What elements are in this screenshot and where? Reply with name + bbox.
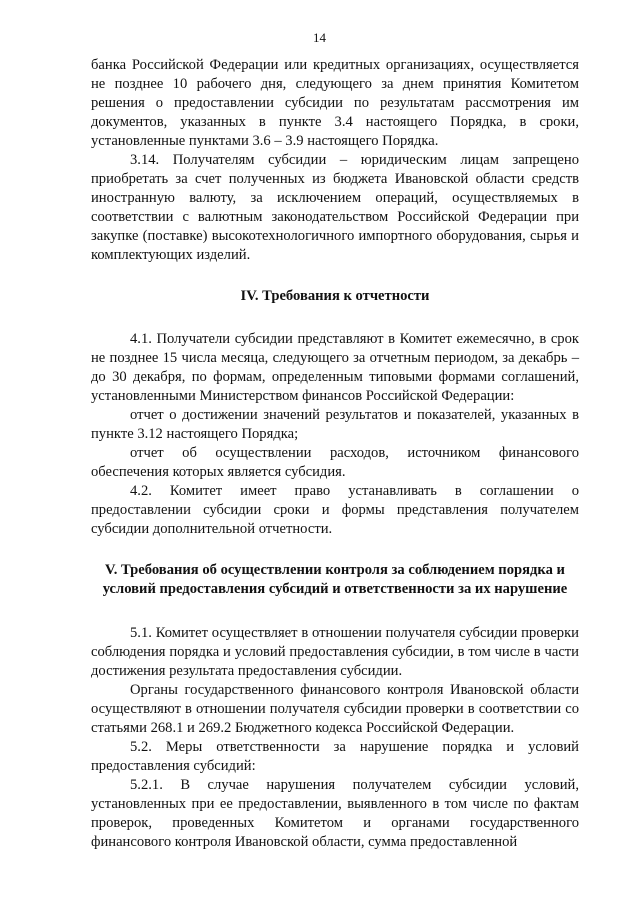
paragraph-5-2-1: 5.2.1. В случае нарушения получателем субсидии условий, установленных при ее предоставлении, выявленного в том числе по фактам проверок, проведенных Комитетом и органами государственного финансового контроля Ивановской области, сумма предоставленной bbox=[91, 777, 579, 850]
paragraph-3-14: 3.14. Получателям субсидии – юридическим лицам запрещено приобретать за счет полученных из бюджета Ивановской области средств иностранную валюту, за исключением операций, осуществляемых в соответствии с валютным законодательством Российской Федерации при закупке (поставке) высокотехнологичного импортного оборудования, сырья и комплектующих изделий. bbox=[91, 152, 579, 263]
paragraph-state-control: Органы государственного финансового контроля Ивановской области осуществляют в отношении получателя субсидии проверки в соответствии со статьями 268.1 и 269.2 Бюджетного кодекса Российской Федерации. bbox=[91, 682, 579, 736]
section-heading-v: V. Требования об осуществлении контроля за соблюдением порядка и условий предоставления субсидий и ответственности за их нарушение bbox=[102, 562, 568, 597]
paragraph-4-2: 4.2. Комитет имеет право устанавливать в соглашении о предоставлении субсидии сроки и формы представления получателем субсидии дополнительной отчетности. bbox=[91, 483, 579, 537]
paragraph-5-2: 5.2. Меры ответственности за нарушение порядка и условий предоставления субсидий: bbox=[91, 739, 579, 774]
paragraph-bank-transfer: банка Российской Федерации или кредитных организациях, осуществляется не позднее 10 рабочего дня, следующего за днем принятия Комитетом решения о предоставлении субсидии по результатам рассмотрения им документов, указанных в пункте 3.4 настоящего Порядка, в сроки, установленные пунктами 3.6 – 3.9 настоящего Порядка. bbox=[91, 57, 579, 149]
section-heading-iv: IV. Требования к отчетности bbox=[240, 288, 430, 304]
paragraph-report-expenses: отчет об осуществлении расходов, источником финансового обеспечения которых является субсидия. bbox=[91, 445, 579, 480]
document-body bbox=[91, 56, 579, 852]
page-number: 14 bbox=[313, 30, 326, 45]
paragraph-5-1: 5.1. Комитет осуществляет в отношении получателя субсидии проверки соблюдения порядка и условий предоставления субсидии, в том числе в части достижения результата предоставления субсидии. bbox=[91, 625, 579, 679]
paragraph-4-1: 4.1. Получатели субсидии представляют в Комитет ежемесячно, в срок не позднее 15 числа месяца, следующего за отчетным периодом, за декабрь – до 30 декабря, по формам, определенным типовыми формами соглашений, установленными Министерством финансов Российской Федерации: bbox=[91, 331, 579, 404]
paragraph-report-results: отчет о достижении значений результатов и показателей, указанных в пункте 3.12 настоящего Порядка; bbox=[91, 407, 579, 442]
